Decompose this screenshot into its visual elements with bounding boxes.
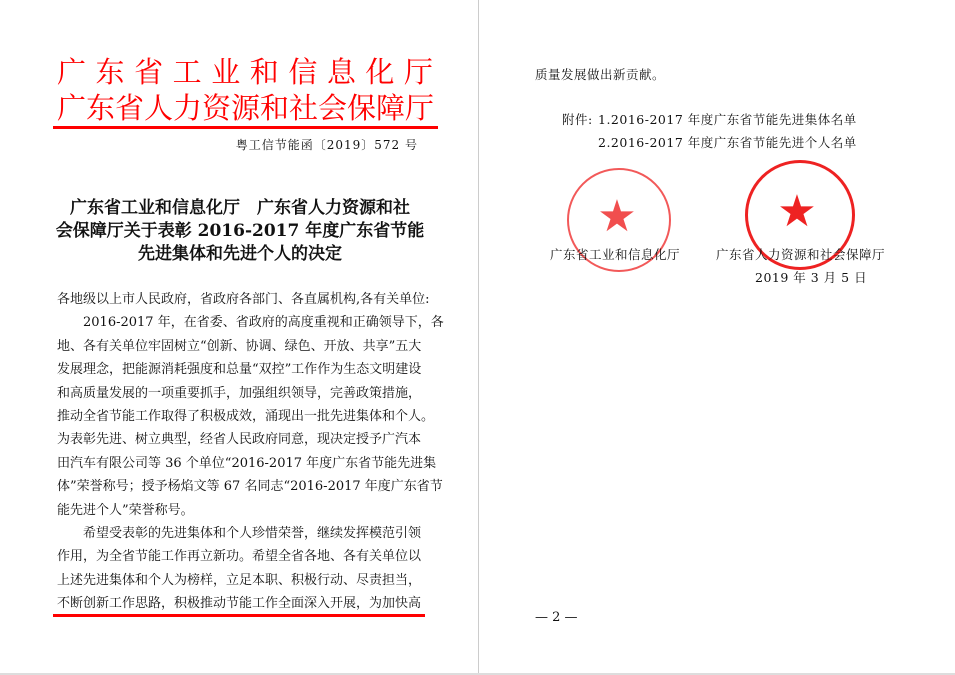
body-line: 为表彰先进、树立典型，经省人民政府同意，现决定授予广汽本 [57, 432, 422, 448]
body-line: 希望受表彰的先进集体和个人珍惜荣誉，继续发挥模范引领 [57, 526, 422, 542]
header-issuer-1: 广东省工业和信息化厅 [57, 55, 433, 89]
document-page-right [480, 0, 955, 673]
body-line: 田汽车有限公司等 36 个单位“2016-2017 年度广东省节能先进集 [57, 455, 437, 471]
header-issuer-2: 广东省人力资源和社会保障厅 [57, 91, 435, 125]
document-page-left [0, 0, 478, 673]
body-line: 作用，为全省节能工作再立新功。希望全省各地、各有关单位以 [57, 549, 422, 565]
body-text [57, 288, 444, 616]
body-line: 不断创新工作思路，积极推动节能工作全面深入开展，为加快高 [57, 596, 422, 612]
document-title [50, 197, 430, 266]
attachment-label: 附件: [562, 112, 593, 127]
signing-date: 2019 年 3 月 5 日 [755, 270, 868, 285]
body-line: 推动全省节能工作取得了积极成效，涌现出一批先进集体和个人。 [57, 409, 435, 425]
body-line: 2016-2017 年，在省委、省政府的高度重视和正确领导下，各 [57, 315, 444, 331]
body-line: 各地级以上市人民政府，省政府各部门、各直属机构,各有关单位: [57, 292, 430, 307]
attachment-1: 1.2016-2017 年度广东省节能先进集体名单 [598, 112, 857, 127]
title-line: 广东省工业和信息化厅 广东省人力资源和社 [70, 198, 410, 218]
attachment-2: 2.2016-2017 年度广东省节能先进个人名单 [598, 135, 857, 150]
body-line: 发展理念，把能源消耗强度和总量“双控”工作作为生态文明建设 [57, 362, 422, 378]
signatory-1: 广东省工业和信息化厅 [550, 247, 681, 262]
footer-red-rule [53, 614, 425, 617]
title-line: 先进集体和先进个人的决定 [138, 244, 342, 264]
signatory-2: 广东省人力资源和社会保障厅 [716, 247, 886, 262]
page-divider [478, 0, 479, 675]
title-line: 会保障厅关于表彰 2016-2017 年度广东省节能 [55, 221, 425, 241]
page-number: — 2 — [535, 610, 578, 625]
document-number: 粤工信节能函〔2019〕572 号 [235, 138, 418, 152]
seal-star-icon: ★ [597, 191, 637, 242]
seal-star-icon: ★ [777, 186, 817, 237]
body-line: 体”荣誉称号；授予杨焰文等 67 名同志“2016-2017 年度广东省节 [57, 479, 443, 495]
body-line: 能先进个人”荣誉称号。 [57, 502, 194, 518]
continuation-text: 质量发展做出新贡献。 [535, 67, 666, 82]
body-line: 上述先进集体和个人为榜样，立足本职、积极行动、尽责担当， [57, 572, 422, 588]
body-line: 地、各有关单位牢固树立“创新、协调、绿色、开放、共享”五大 [57, 338, 422, 354]
body-line: 和高质量发展的一项重要抓手，加强组织领导，完善政策措施， [57, 385, 422, 401]
header-red-rule [53, 126, 438, 129]
